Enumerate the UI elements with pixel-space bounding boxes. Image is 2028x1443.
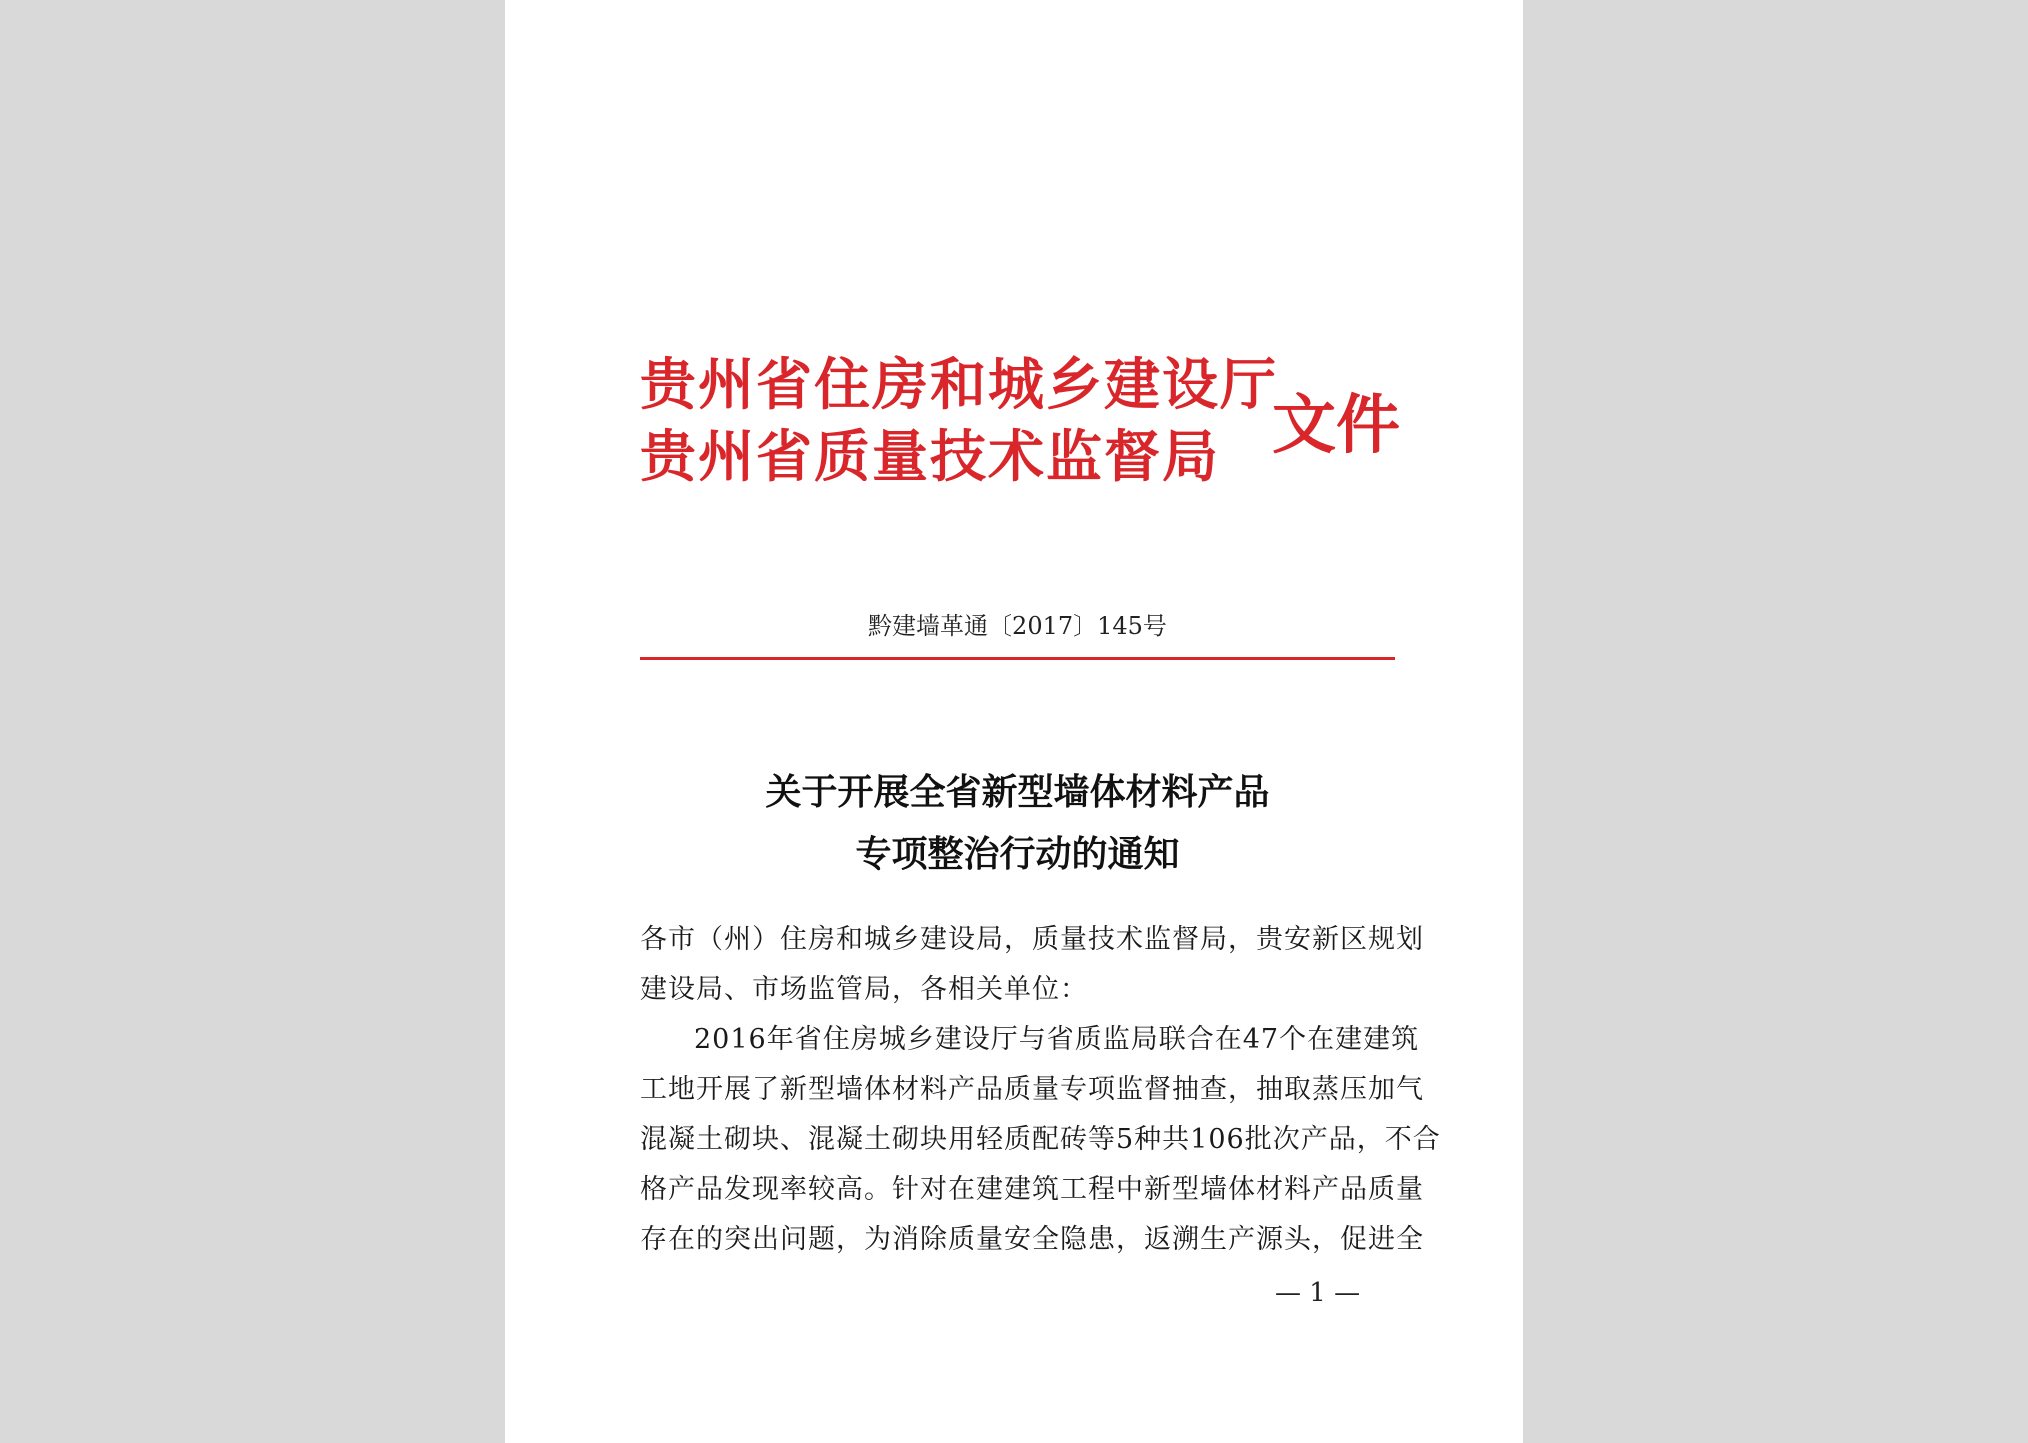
body-line: 工地开展了新型墙体材料产品质量专项监督抽查，抽取蒸压加气	[640, 1074, 1424, 1105]
document-number: 黔建墙革通〔2017〕145号	[868, 612, 1167, 640]
body-line: 存在的突出问题，为消除质量安全隐患，返溯生产源头，促进全	[640, 1224, 1424, 1255]
body-line: 各市（州）住房和城乡建设局，质量技术监督局，贵安新区规划	[640, 924, 1424, 955]
body-line: 混凝土砌块、混凝土砌块用轻质配砖等5种共106批次产品，不合	[640, 1124, 1441, 1155]
body-line: 格产品发现率较高。针对在建建筑工程中新型墙体材料产品质量	[640, 1174, 1424, 1205]
document-title-line-2: 专项整治行动的通知	[855, 833, 1180, 875]
document-page	[505, 0, 1523, 1443]
page-number: — 1 —	[1275, 1278, 1361, 1308]
issuer-line-1: 贵州省住房和城乡建设厅	[640, 352, 1278, 418]
body-line: 建设局、市场监管局，各相关单位：	[640, 974, 1088, 1005]
document-label: 文件	[1272, 388, 1400, 463]
red-divider	[640, 657, 1395, 660]
document-title-line-1: 关于开展全省新型墙体材料产品	[765, 771, 1270, 813]
document-header	[640, 352, 1420, 502]
body-line: 2016年省住房城乡建设厅与省质监局联合在47个在建建筑	[694, 1024, 1420, 1055]
issuer-line-2: 贵州省质量技术监督局	[640, 424, 1220, 490]
